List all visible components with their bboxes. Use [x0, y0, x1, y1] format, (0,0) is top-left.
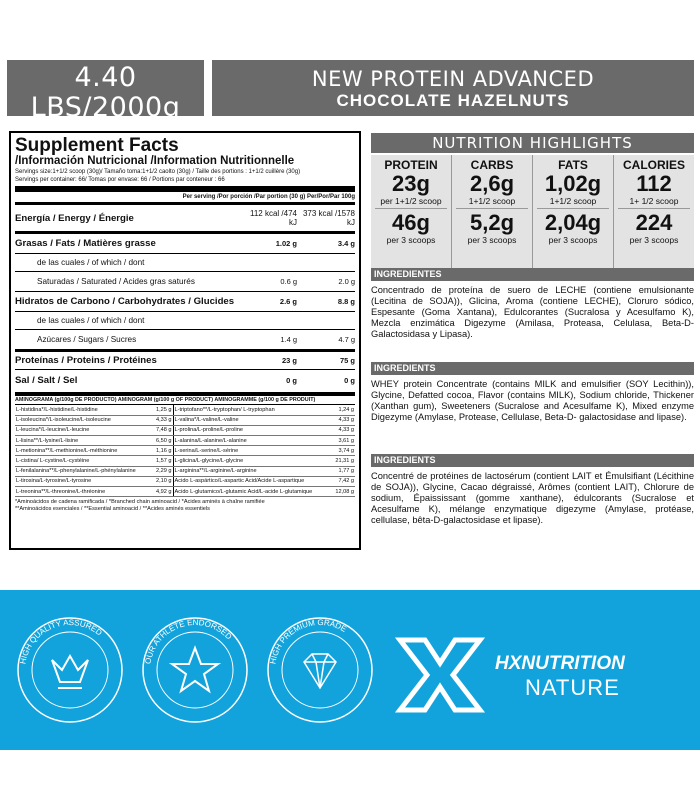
nutrient-name: Saturadas / Saturated / Acides gras saturés: [37, 277, 195, 286]
highlight-protein: [371, 155, 452, 268]
amino-acid-value: 7,48 g: [153, 425, 173, 435]
amino-acid-value: 4,33 g: [332, 425, 355, 435]
amino-acid-value: 3,61 g: [332, 436, 355, 446]
weight-box: [7, 60, 204, 140]
product-title-box: [212, 60, 694, 116]
amino-acid-value: 1,16 g: [153, 446, 173, 456]
nutrient-name: de las cuales / of which / dont: [37, 258, 145, 267]
aminogram-row: [15, 456, 355, 466]
star-icon: [172, 648, 218, 691]
amino-acid-value: 4,33 g: [153, 415, 173, 425]
highlight-a: 112: [636, 171, 672, 196]
supplement-facts-panel: [9, 131, 361, 550]
servings-per-container: Servings per container: 66/ Tomas por envase: 66 / Portions par conteneur : 66: [15, 177, 225, 183]
nutrient-per-100g: 373 kcal /1578 kJ: [302, 209, 355, 227]
amino-acid-name: L-treonina**/L-threonine/L-thréonine: [15, 487, 153, 497]
nutrient-per-100g: 8.8 g: [337, 297, 355, 306]
svg-text:HIGH QUALITY ASSURED: [18, 618, 103, 665]
amino-acid-name: L-cistina/ L-cystine/L-cystéine: [15, 456, 153, 466]
highlight-fats: [533, 155, 614, 268]
aminogram-row: [15, 446, 355, 456]
highlight-bs: per 3 scoops: [629, 235, 679, 245]
amino-acid-value: 4,33 g: [332, 415, 355, 425]
aminogram-row: [15, 415, 355, 425]
nutrient-per-100g: 0 g: [344, 375, 355, 385]
nutrient-per-100g: 2.0 g: [338, 277, 355, 286]
badge-3-text: HIGH PREMIUM GRADE: [268, 617, 348, 665]
athlete-badge: [135, 610, 255, 730]
nutrient-name: Energía / Energy / Énergie: [15, 212, 134, 224]
badge-1-text: HIGH QUALITY ASSURED: [18, 617, 104, 665]
amino-acid-name: L-valina*/L-valine/L-valine: [173, 415, 332, 425]
nutrient-per-serving: 0 g: [286, 375, 297, 385]
nutrient-per-serving: 2.6 g: [279, 297, 297, 306]
highlight-b: 5,2g: [469, 210, 515, 235]
brand-name: HXNUTRITION: [495, 653, 625, 674]
highlight-as: 1+1/2 scoop: [549, 196, 597, 206]
aminogram-header: AMINOGRAMA (g/100g DE PRODUCTO) AMINOGRAM (g/100 g OF PRODUCT) AMINOGRAMME (g/100 g DE PRODUIT): [15, 396, 355, 405]
amino-acid-value: 6,50 g: [153, 436, 173, 446]
highlight-label: CARBS: [470, 158, 514, 172]
amino-acid-value: 3,74 g: [332, 446, 355, 456]
amino-acid-value: 1,25 g: [153, 405, 173, 415]
nutrient-per-serving: 0.6 g: [280, 277, 297, 286]
quality-badge: [10, 610, 130, 730]
nutrient-per-serving: 112 kcal /474 kJ: [250, 209, 297, 227]
ingredients-en: [371, 362, 694, 423]
aminogram-row: [15, 476, 355, 486]
highlights-grid: [371, 155, 694, 268]
amino-acid-name: L-histidina*/L-histidine/L-histidine: [15, 405, 153, 415]
highlight-b: 2,04g: [544, 210, 602, 235]
x-logo-icon: [395, 635, 485, 715]
amino-acid-name: L-leucina*/L-leucine/L-leucine: [15, 425, 153, 435]
column-header: Per serving /Por porción /Par portion (30 g) Per/Por/Par 100g: [182, 194, 355, 200]
nutrient-name: Azúcares / Sugars / Sucres: [37, 335, 137, 344]
nutrient-row: [15, 329, 355, 349]
ingredients-fr-title: INGREDIENTS: [371, 454, 694, 467]
nutrient-row: [15, 349, 355, 369]
aminogram: [15, 396, 355, 497]
diamond-icon: [304, 654, 336, 688]
highlight-bs: per 3 scoops: [548, 235, 598, 245]
aminogram-row: [15, 436, 355, 446]
highlight-a: 1,02g: [544, 171, 602, 196]
amino-acid-name: L-serina/L-serine/L-sérine: [173, 446, 332, 456]
amino-acid-value: 12,08 g: [332, 487, 355, 497]
ingredients-es-title: INGREDIENTES: [371, 268, 694, 281]
highlight-label: FATS: [558, 158, 588, 172]
amino-acid-value: 21,31 g: [332, 456, 355, 466]
highlight-as: per 1+1/2 scoop: [380, 196, 442, 206]
nutrient-per-serving: 1.02 g: [275, 239, 297, 248]
highlight-as: 1+1/2 scoop: [468, 196, 516, 206]
nutrient-row: [15, 311, 355, 329]
amino-acid-name: L-fenilalanina**/L-phenylalanine/L-phénylalanine: [15, 466, 153, 476]
amino-acid-name: Acido L-aspártico/L-aspartic Acid/Acide L-aspartique: [173, 476, 332, 486]
weight-text: 4.40 LBS/2000g: [30, 62, 181, 123]
highlights-title: NUTRITION HIGHLIGHTS: [371, 133, 694, 153]
ingredients-fr: [371, 454, 694, 526]
amino-acid-value: 1,24 g: [332, 405, 355, 415]
brand-sub: NATURE: [525, 675, 620, 700]
amino-acid-value: 7,42 g: [332, 476, 355, 486]
brand-band: [0, 590, 700, 750]
servings-text: 66 servings: [67, 123, 144, 140]
product-line: NEW PROTEIN ADVANCED: [311, 67, 595, 91]
badge-2-text: OUR ATHLETE ENDORSED: [143, 617, 234, 665]
flavor-name: CHOCOLATE HAZELNUTS: [336, 91, 570, 110]
amino-acid-value: 4,92 g: [153, 487, 173, 497]
aminogram-row: [15, 405, 355, 415]
aminogram-row: [15, 425, 355, 435]
facts-title: Supplement Facts: [15, 135, 179, 156]
amino-acid-name: L-isoleucina*/L-isoleucine/L-isoleucine: [15, 415, 153, 425]
nutrient-per-100g: 3.4 g: [337, 239, 355, 248]
nutrient-per-serving: 1.4 g: [280, 335, 297, 344]
nutrient-row: [15, 291, 355, 311]
aminogram-row: [15, 466, 355, 476]
highlight-calories: [614, 155, 694, 268]
amino-acid-value: 1,57 g: [153, 456, 173, 466]
footnote-1: *Aminoácidos de cadena ramificada / *Branched chain aminoacid / *Acides aminés à chaîne ramifiée: [15, 499, 265, 506]
nutrient-name: Proteínas / Proteins / Protéines: [15, 355, 157, 366]
amino-acid-name: L-prolina/L-proline/L-proline: [173, 425, 332, 435]
highlight-a: 2,6g: [469, 171, 515, 196]
amino-acid-name: L-arginina**/L-arginine/L-arginine: [173, 466, 332, 476]
nutrient-row: [15, 369, 355, 390]
highlight-bs: per 3 scoops: [386, 235, 436, 245]
ingredients-en-text: WHEY protein Concentrate (contains MILK and emulsifier (SOY Lecithin)), Glycine, Defatted cocoa, Flavor (contains MILK), Sodium chloride, Thickener (Xanthan gum), Sweeteners (Sucralose and Acesulfame K), Mixed enzyme Digezyme (Amylase, Protease, Cellulase, Beta-D- galactosidase and lipase).: [371, 379, 694, 422]
amino-acid-name: L-triptofano**/L-tryptophan/ L-tryptophan: [173, 405, 332, 415]
highlight-label: PROTEIN: [384, 158, 438, 172]
amino-acid-value: 2,10 g: [153, 476, 173, 486]
facts-subtitle: /Información Nutricional /Information Nutritionnelle: [15, 155, 295, 167]
amino-acid-name: Acido L-glutamico/L-glutamic Acid/L-acide L-glutamique: [173, 487, 332, 497]
highlight-b: 224: [635, 210, 673, 235]
nutrient-name: Sal / Salt / Sel: [15, 374, 78, 386]
highlight-a: 23g: [392, 171, 430, 196]
nutrient-row: [15, 271, 355, 291]
nutrient-per-serving: 23 g: [281, 356, 297, 365]
crown-icon: [52, 656, 88, 682]
highlight-carbs: [452, 155, 533, 268]
highlight-as: 1+ 1/2 scoop: [629, 196, 679, 206]
nutrient-row: [15, 253, 355, 271]
amino-acid-name: L-alanina/L-alanine/L-alanine: [173, 436, 332, 446]
nutrient-name: Grasas / Fats / Matières grasse: [15, 238, 156, 249]
premium-badge: [260, 610, 380, 730]
serving-size: Servings size:1+1/2 scoop (30g)/ Tamaño toma:1+1/2 caolto (30g) / Taille des portions : 1+1/2 cuillère (30g): [15, 169, 301, 175]
amino-acid-value: 1,77 g: [332, 466, 355, 476]
ingredients-fr-text: Concentré de protéines de lactosérum (contient LAIT et Émulsifiant (Lécithine de SOJA)), Glycine, Cacao dégraissé, Arômes (contient LAIT), Chlorure de sodium, Épaississant (gomme xanthane), édulcorants (Sucralose et Acesulfame K), mélange enzymatique digezyme (Amylase, protéase, cellulase, bêta-D-galactosidase et lipase).: [371, 471, 694, 525]
highlight-b: 46g: [392, 210, 430, 235]
amino-acid-value: 2,29 g: [153, 466, 173, 476]
nutrient-per-100g: 75 g: [339, 356, 355, 365]
nutrient-row: [15, 231, 355, 253]
aminogram-row: [15, 487, 355, 497]
highlight-label: CALORIES: [622, 158, 685, 172]
amino-acid-name: L-tirosina/L-tyrosine/L-tyrosine: [15, 476, 153, 486]
amino-acid-name: L-glicina/L-glycine/L-glycine: [173, 456, 332, 466]
nutrient-row: [15, 205, 355, 231]
ingredients-es: [371, 268, 694, 340]
nutrient-name: Hidratos de Carbono / Carbohydrates / Glucides: [15, 296, 235, 307]
ingredients-en-title: INGREDIENTS: [371, 362, 694, 375]
amino-acid-name: L-metionina**/L-methionine/L-méthionine: [15, 446, 153, 456]
nutrient-name: de las cuales / of which / dont: [37, 316, 145, 325]
highlight-bs: per 3 scoops: [467, 235, 517, 245]
ingredients-es-text: Concentrado de proteína de suero de LECHE (contiene emulsionante (Lecitina de SOJA)), Glicina, Aroma (contiene LECHE), Cloruro sódico, Espesante (Goma Xantana), Edulcorantes (Sucralosa y Acesulfamo K), Mezcla enzimática Digezyme (Amilasa, Proteasa, Celulasa, Beta-D-Galactosidasa y Lipasa).: [371, 285, 694, 339]
nutrition-highlights: [371, 133, 694, 268]
nutrient-per-100g: 4.7 g: [338, 335, 355, 344]
nutrient-rows: [15, 205, 355, 390]
amino-acid-name: L-lisina**/L-lysine/L-lisine: [15, 436, 153, 446]
footnote-2: **Aminoácidos esenciales / **Essential aminoacid / **Acides aminés essentiels: [15, 506, 210, 513]
